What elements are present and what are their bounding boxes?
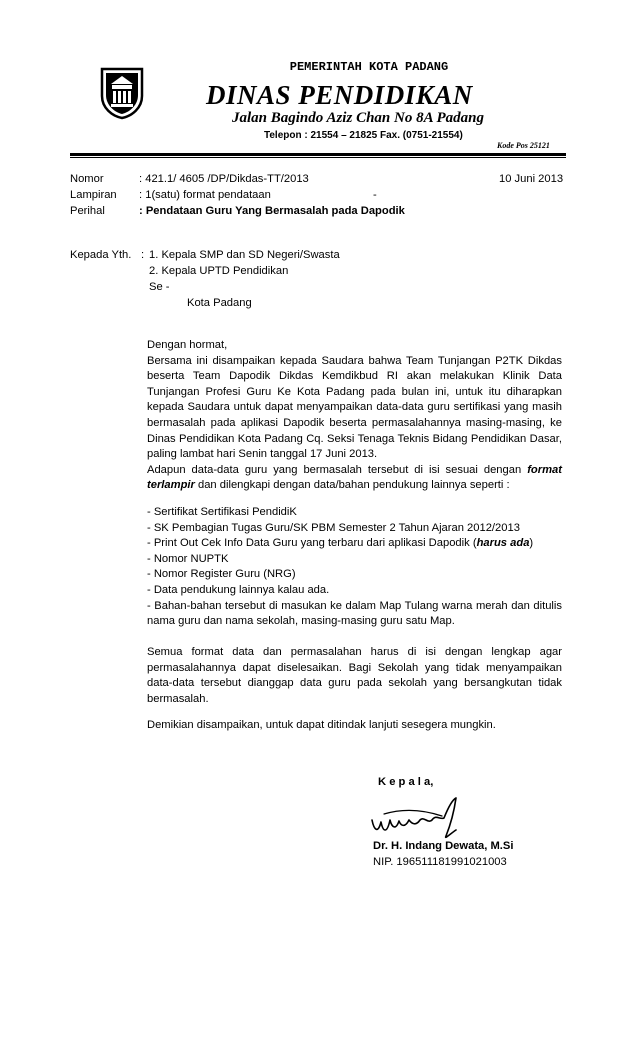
- list-item: - Nomor NUPTK: [147, 552, 229, 565]
- letter-date: 10 Juni 2013: [499, 173, 564, 185]
- perihal-row: [139, 203, 405, 219]
- paragraph-2: [147, 463, 562, 494]
- letterhead-postal-code: Kode Pos 25121: [497, 141, 550, 150]
- paragraph-3: Semua format data dan permasalahan harus di isi dengan lengkap agar permasalahannya dapat diselesaikan. Bagi Sekolah yang tidak menyampaikan data-data tersebut dianggap data guru pada sekolah yang bersangkutan tidak bermasalah.: [147, 646, 562, 705]
- paragraph-2-start: Adapun data-data guru yang bermasalah tersebut di isi sesuai dengan: [147, 463, 528, 476]
- recipient-line-4: Kota Padang: [187, 297, 252, 309]
- list-item: - Data pendukung lainnya kalau ada.: [147, 583, 330, 596]
- list-item: - SK Pembagian Tugas Guru/SK PBM Semester 2 Tahun Ajaran 2012/2013: [147, 521, 520, 534]
- letter-body: [147, 338, 562, 494]
- city-emblem-icon: [99, 66, 145, 120]
- signatory-name: Dr. H. Indang Dewata, M.Si: [373, 840, 514, 852]
- signatory-nip: NIP. 196511181991021003: [373, 856, 507, 868]
- closing-sentence: Demikian disampaikan, untuk dapat ditindak lanjuti sesegera mungkin.: [147, 719, 496, 731]
- perihal-colon: :: [139, 205, 146, 217]
- lampiran-label: Lampiran: [70, 189, 117, 201]
- letterhead-contact: Telepon : 21554 – 21825 Fax. (0751-21554): [264, 130, 463, 141]
- letterhead-address: Jalan Bagindo Aziz Chan No 8A Padang: [232, 110, 485, 126]
- signatory-title: K e p a l a,: [378, 776, 434, 788]
- nomor-value: : 421.1/ 4605 /DP/Dikdas-TT/2013: [139, 173, 309, 185]
- list-item: - Nomor Register Guru (NRG): [147, 568, 296, 581]
- lampiran-dash: -: [373, 189, 377, 201]
- paragraph-3-block: [147, 645, 562, 707]
- perihal-value: Pendataan Guru Yang Bermasalah pada Dapodik: [145, 205, 405, 217]
- supporting-documents-list: [147, 505, 562, 630]
- paragraph-1: Bersama ini disampaikan kepada Saudara bahwa Team Tunjangan P2TK Dikdas beserta Team Dapodik Dikdas Kemdikbud RI akan melakukan Klinik Data Tunjangan Profesi Guru Ke Kota Padang pada bulan ini, untuk itu diharapkan kepada Saudara untuk dapat menyampaikan data-data guru sertifikasi yang masih bermasalah pada aplikasi Dapodik beserta permasalahannya masing-masing, ke Dinas Pendidikan Kota Padang Cq. Seksi Tenaga Teknis Bidang Pendidikan Dasar, paling lambat hari Senin tanggal 17 Juni 2013.: [147, 354, 562, 461]
- list-item-emphasis: harus ada: [476, 537, 530, 550]
- nomor-label: Nomor: [70, 173, 104, 185]
- recipient-label: Kepada Yth.: [70, 249, 132, 261]
- paragraph-2-emphasis: format terlampir: [147, 463, 562, 492]
- letterhead-rule-thin: [70, 157, 566, 158]
- perihal-label: Perihal: [70, 205, 105, 217]
- list-item: - Print Out Cek Info Data Guru yang terbaru dari aplikasi Dapodik (harus ada): [147, 537, 534, 550]
- list-item: - Sertifikat Sertifikasi PendidiK: [147, 506, 297, 518]
- closing-block: [147, 718, 562, 734]
- recipient-colon: :: [141, 249, 145, 261]
- lampiran-value: : 1(satu) format pendataan: [139, 189, 271, 201]
- list-item: - Bahan-bahan tersebut di masukan ke dalam Map Tulang warna merah dan ditulis nama guru dan nama sekolah, masing-masing guru satu Map.: [147, 599, 562, 628]
- letterhead-rule-thick: [70, 153, 566, 156]
- recipient-line-1: 1. Kepala SMP dan SD Negeri/Swasta: [149, 249, 340, 261]
- paragraph-2-end: dan dilengkapi dengan data/bahan pendukung lainnya seperti :: [194, 479, 510, 492]
- letterhead-government: PEMERINTAH KOTA PADANG: [289, 60, 449, 74]
- greeting: Dengan hormat,: [147, 339, 228, 351]
- recipient-line-3: Se -: [149, 281, 170, 293]
- letterhead-agency: DINAS PENDIDIKAN: [206, 80, 473, 110]
- recipient-line-2: 2. Kepala UPTD Pendidikan: [149, 265, 289, 277]
